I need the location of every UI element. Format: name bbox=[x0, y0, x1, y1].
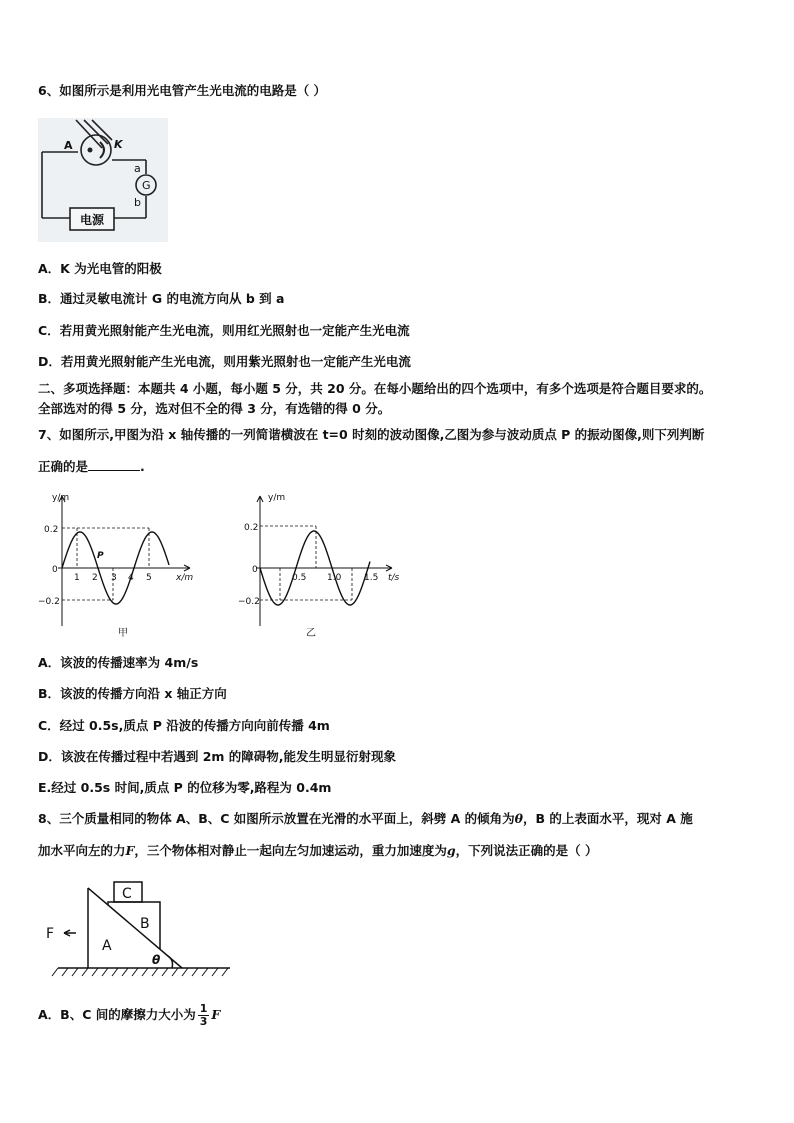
yi-x-axis-label: t/s bbox=[388, 573, 400, 583]
q6-option-c: C．若用黄光照射能产生光电流，则用红光照射也一定能产生光电流 bbox=[38, 323, 410, 338]
label-G: G bbox=[142, 179, 151, 192]
yi-y-tick: −0.2 bbox=[238, 597, 260, 607]
q6-option-a: A．K 为光电管的阳极 bbox=[38, 261, 162, 276]
point-P-label: P bbox=[97, 551, 104, 561]
force-F-label: F bbox=[46, 926, 55, 942]
fraction-denominator: 3 bbox=[199, 1015, 208, 1028]
q7-stem-line1: 7、如图所示,甲图为沿 x 轴传播的一列简谐横波在 t=0 时刻的波动图像,乙图为参与波动质点 P 的振动图像,则下列判断 bbox=[38, 427, 705, 442]
wedge-A-label: A bbox=[102, 938, 112, 954]
block-B-label: B bbox=[140, 916, 150, 932]
q7-option-e: E.经过 0.5s 时间,质点 P 的位移为零,路程为 0.4m bbox=[38, 780, 332, 795]
gravity-symbol: g bbox=[446, 843, 456, 858]
label-a: a bbox=[134, 162, 141, 175]
theta-symbol: θ bbox=[514, 811, 523, 826]
q7-option-c: C．经过 0.5s,质点 P 沿波的传播方向向前传播 4m bbox=[38, 718, 330, 733]
section2-instructions-line1: 二、多项选择题：本题共 4 小题，每小题 5 分，共 20 分。在每小题给出的四个选项中，有多个选项是符合题目要求的。 bbox=[38, 381, 712, 396]
wedge-blocks-figure bbox=[44, 878, 244, 984]
yi-x-tick: 1.0 bbox=[327, 573, 342, 583]
wave-graph-jia bbox=[38, 488, 198, 646]
section2-instructions-line2: 全部选对的得 5 分，选对但不全的得 3 分，有选错的得 0 分。 bbox=[38, 401, 391, 416]
jia-x-axis-label: x/m bbox=[176, 573, 194, 583]
q7-option-b: B．该波的传播方向沿 x 轴正方向 bbox=[38, 686, 227, 701]
q7-option-d: D．该波在传播过程中若遇到 2m 的障碍物,能发生明显衍射现象 bbox=[38, 749, 397, 764]
photocell-circuit-figure bbox=[38, 118, 168, 242]
jia-y-tick: −0.2 bbox=[38, 597, 60, 607]
fraction bbox=[198, 1003, 210, 1028]
q8-stem-text: 8、三个质量相同的物体 A、B、C 如图所示放置在光滑的水平面上，斜劈 A 的倾角为 bbox=[38, 811, 515, 826]
jia-x-tick: 3 bbox=[111, 573, 117, 583]
q6-option-b: B．通过灵敏电流计 G 的电流方向从 b 到 a bbox=[38, 291, 285, 306]
answer-blank bbox=[88, 458, 140, 471]
jia-x-tick: 2 bbox=[92, 573, 98, 583]
jia-x-tick: 5 bbox=[146, 573, 152, 583]
q8-stem-line2 bbox=[38, 842, 598, 860]
yi-x-tick: 0.5 bbox=[292, 573, 307, 583]
label-A: A bbox=[64, 139, 73, 152]
q8-stem-text: ，三个物体相对静止一起向左匀加速运动，重力加速度为 bbox=[134, 843, 447, 858]
yi-caption: 乙 bbox=[306, 628, 316, 639]
force-symbol: F bbox=[211, 1007, 221, 1022]
q8-stem-text: 加水平向左的力 bbox=[38, 843, 126, 858]
q8-stem-line1 bbox=[38, 810, 693, 828]
q8-option-a-text: A．B、C 间的摩擦力大小为 bbox=[38, 1007, 196, 1022]
jia-y-tick: 0 bbox=[52, 565, 58, 575]
force-symbol: F bbox=[125, 843, 135, 858]
yi-y-tick: 0 bbox=[252, 565, 258, 575]
block-C-label: C bbox=[122, 886, 132, 902]
yi-y-tick: 0.2 bbox=[244, 523, 259, 533]
jia-x-tick: 4 bbox=[128, 573, 134, 583]
q7-stem-end: . bbox=[140, 459, 145, 474]
angle-theta-label: θ bbox=[152, 953, 161, 967]
jia-caption: 甲 bbox=[118, 628, 128, 639]
label-K: K bbox=[114, 138, 123, 151]
fraction-numerator: 1 bbox=[199, 1002, 208, 1015]
vibration-graph-yi bbox=[234, 488, 404, 646]
q8-stem-text: ，下列说法正确的是（ ） bbox=[455, 843, 598, 858]
q7-stem-text: 正确的是 bbox=[38, 459, 89, 474]
label-b: b bbox=[134, 196, 141, 209]
label-power-source: 电源 bbox=[80, 213, 105, 227]
q7-option-a: A．该波的传播速率为 4m/s bbox=[38, 655, 199, 670]
jia-y-tick: 0.2 bbox=[44, 525, 59, 535]
q6-option-d: D．若用黄光照射能产生光电流，则用紫光照射也一定能产生光电流 bbox=[38, 354, 411, 369]
jia-x-tick: 1 bbox=[74, 573, 80, 583]
yi-x-tick: 1.5 bbox=[364, 573, 379, 583]
q7-stem-line2 bbox=[38, 458, 145, 476]
q8-stem-text: ，B 的上表面水平，现对 A 施 bbox=[523, 811, 693, 826]
yi-y-axis-label: y/m bbox=[268, 493, 286, 503]
q6-stem: 6、如图所示是利用光电管产生光电流的电路是（ ） bbox=[38, 83, 327, 98]
q8-option-a bbox=[38, 1003, 220, 1028]
jia-y-axis-label: y/m bbox=[52, 493, 70, 503]
